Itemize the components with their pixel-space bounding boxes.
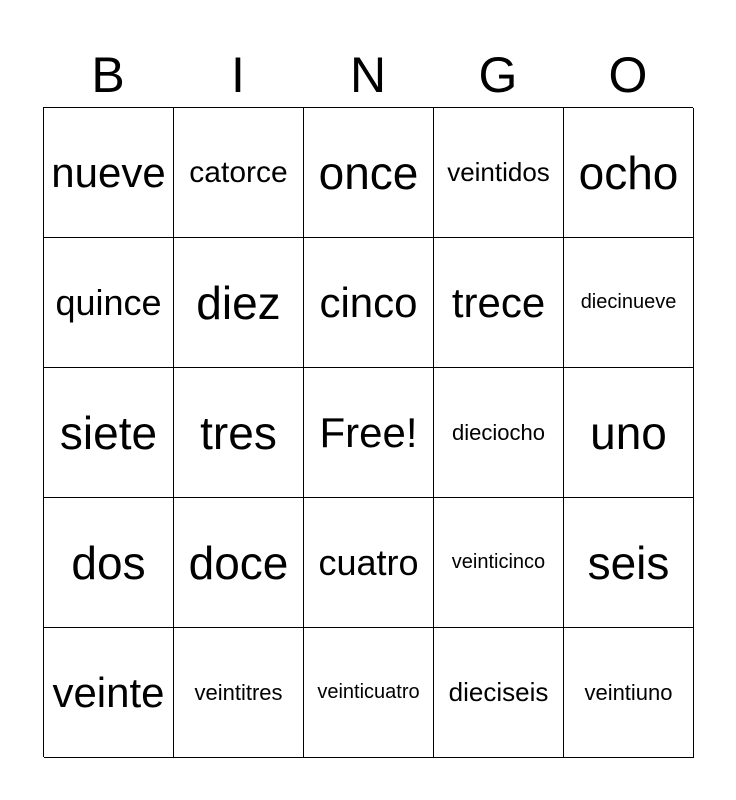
bingo-header	[43, 44, 693, 106]
header-letter-n: N	[349, 47, 387, 103]
bingo-cell[interactable]: ocho	[564, 108, 694, 238]
bingo-cell[interactable]: cuatro	[304, 498, 434, 628]
bingo-cell[interactable]: doce	[174, 498, 304, 628]
bingo-cell[interactable]: catorce	[174, 108, 304, 238]
bingo-free-space[interactable]: Free!	[304, 368, 434, 498]
bingo-cell[interactable]: seis	[564, 498, 694, 628]
bingo-cell[interactable]: nueve	[44, 108, 174, 238]
bingo-cell[interactable]: siete	[44, 368, 174, 498]
bingo-cell[interactable]: veinticuatro	[304, 628, 434, 758]
bingo-cell[interactable]: veinticinco	[434, 498, 564, 628]
bingo-cell[interactable]: veintiuno	[564, 628, 694, 758]
bingo-cell[interactable]: dos	[44, 498, 174, 628]
bingo-cell[interactable]: veintidos	[434, 108, 564, 238]
bingo-board	[43, 107, 693, 757]
bingo-cell[interactable]: diez	[174, 238, 304, 368]
bingo-cell[interactable]: veintitres	[174, 628, 304, 758]
bingo-cell[interactable]: veinte	[44, 628, 174, 758]
header-letter-o: O	[608, 47, 648, 103]
bingo-cell[interactable]: once	[304, 108, 434, 238]
bingo-cell[interactable]: dieciseis	[434, 628, 564, 758]
bingo-cell[interactable]: diecinueve	[564, 238, 694, 368]
bingo-cell[interactable]: trece	[434, 238, 564, 368]
header-letter-b: B	[91, 47, 125, 103]
bingo-cell[interactable]: uno	[564, 368, 694, 498]
bingo-cell[interactable]: quince	[44, 238, 174, 368]
header-letter-i: I	[231, 47, 245, 103]
bingo-cell[interactable]: cinco	[304, 238, 434, 368]
bingo-cell[interactable]: tres	[174, 368, 304, 498]
header-letter-g: G	[478, 47, 518, 103]
bingo-cell[interactable]: dieciocho	[434, 368, 564, 498]
